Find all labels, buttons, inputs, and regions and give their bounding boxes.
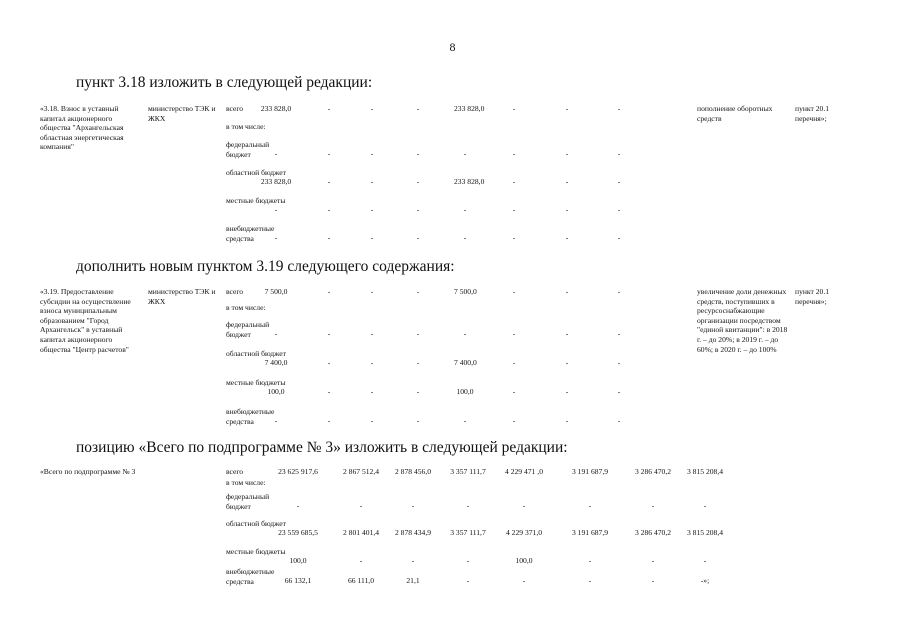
funding-value: - — [416, 149, 420, 158]
funding-value: 4 229 371,0 — [505, 528, 543, 537]
funding-source-label: местные бюджеты — [226, 196, 286, 205]
executor: министерство ТЭК и ЖКХ — [148, 287, 216, 306]
funding-value: 7 400,0 — [454, 358, 477, 367]
funding-value: - — [565, 329, 569, 338]
funding-value: - — [651, 576, 655, 585]
funding-value: - — [588, 556, 592, 565]
funding-value: - — [416, 416, 420, 425]
funding-value: - — [370, 205, 374, 214]
funding-value: - — [617, 149, 621, 158]
funding-value: - — [617, 287, 621, 296]
funding-value: - — [359, 556, 363, 565]
funding-source-label: всего — [226, 287, 244, 296]
funding-value: - — [416, 287, 420, 296]
funding-value: 66 132,1 — [284, 576, 312, 585]
funding-value: 233 828,0 — [454, 104, 485, 113]
funding-value: - — [565, 177, 569, 186]
funding-value: 3 191 687,9 — [571, 467, 609, 476]
executor: министерство ТЭК и ЖКХ — [148, 104, 216, 123]
funding-source-label: областной бюджет — [226, 519, 286, 528]
funding-source-label: внебюджетные средства — [226, 567, 275, 586]
funding-value: - — [463, 205, 467, 214]
funding-value: - — [463, 329, 467, 338]
funding-value: - — [416, 387, 420, 396]
expected-result: пополнение оборотных средств — [697, 104, 773, 123]
funding-value: - — [370, 287, 374, 296]
funding-value: - — [370, 177, 374, 186]
funding-source-label: федеральный бюджет — [226, 320, 270, 339]
funding-value: - — [274, 329, 278, 338]
funding-value: 233 828,0 — [260, 177, 292, 186]
funding-value: - — [370, 387, 374, 396]
funding-value: - — [512, 177, 516, 186]
funding-value: - — [416, 205, 420, 214]
funding-value: - — [651, 556, 655, 565]
funding-value: - — [327, 329, 331, 338]
page-number: 8 — [449, 40, 456, 54]
funding-value: 100,0 — [456, 387, 474, 396]
funding-value: - — [274, 149, 278, 158]
funding-value: 2 867 512,4 — [342, 467, 380, 476]
funding-value: - — [327, 149, 331, 158]
item-name: «3.19. Предоставление субсидии на осуществление взноса муниципальным образованием "Город Архангельск" в уставный капитал акционерного общества "Центр расчетов" — [40, 287, 131, 354]
funding-value: - — [512, 205, 516, 214]
funding-value: - — [296, 501, 300, 510]
section-heading: пункт 3.18 изложить в следующей редакции: — [76, 74, 373, 91]
funding-value: - — [370, 416, 374, 425]
funding-value: 2 878 456,0 — [394, 467, 432, 476]
funding-value: - — [463, 233, 467, 242]
expected-result: увеличение доли денежных средств, поступивших в ресурсоснабжающие организации посредством "единой квитанции": в 2018 г. – до 20%; в 2019 г. – до 60%; в 2020 г. – до 100% — [697, 287, 788, 354]
funding-value: 233 828,0 — [260, 104, 292, 113]
funding-source-label: местные бюджеты — [226, 378, 286, 387]
funding-value: 7 500,0 — [264, 287, 288, 296]
funding-source-label: федеральный бюджет — [226, 492, 270, 511]
funding-value: - — [327, 177, 331, 186]
funding-value: - — [370, 358, 374, 367]
funding-value: 233 828,0 — [454, 177, 485, 186]
funding-value: - — [370, 149, 374, 158]
funding-value: - — [565, 149, 569, 158]
funding-source-label: внебюджетные средства — [226, 224, 275, 243]
funding-value: 2 801 401,4 — [342, 528, 380, 537]
funding-source-label: всего — [226, 104, 244, 113]
section-heading: позицию «Всего по подпрограмме № 3» изложить в следующей редакции: — [76, 439, 568, 456]
funding-value: - — [416, 104, 420, 113]
funding-value: - — [522, 576, 526, 585]
funding-value: - — [466, 501, 470, 510]
funding-value: 3 191 687,9 — [571, 528, 609, 537]
item-name: «Всего по подпрограмме № 3 — [40, 467, 136, 476]
funding-value: 4 229 471 ,0 — [505, 467, 543, 476]
funding-value: 23 559 685,5 — [278, 528, 318, 537]
funding-source-label: всего — [226, 467, 244, 476]
funding-value: - — [512, 358, 516, 367]
funding-value: - — [327, 104, 331, 113]
funding-value: - — [327, 358, 331, 367]
funding-value: - — [588, 501, 592, 510]
funding-value: - — [512, 416, 516, 425]
funding-value: 66 111,0 — [347, 576, 374, 585]
funding-value: - — [512, 233, 516, 242]
item-name: «3.18. Взнос в уставный капитал акционерного общества "Архангельская областная энергетическая компания" — [40, 104, 124, 152]
funding-value: - — [565, 387, 569, 396]
funding-source-label: местные бюджеты — [226, 547, 286, 556]
funding-value: 3 357 111,7 — [450, 467, 486, 476]
funding-value: - — [565, 287, 569, 296]
funding-value: - — [327, 205, 331, 214]
funding-value: - — [327, 233, 331, 242]
funding-value: - — [565, 416, 569, 425]
funding-value: 7 400,0 — [264, 358, 288, 367]
funding-value: - — [274, 416, 278, 425]
funding-value: 3 357 111,7 — [450, 528, 486, 537]
funding-value: - — [565, 205, 569, 214]
funding-value: - — [327, 387, 331, 396]
funding-value: - — [565, 104, 569, 113]
funding-value: - — [588, 576, 592, 585]
funding-value: - — [416, 177, 420, 186]
reference: пункт 20.1 перечня»; — [795, 287, 830, 306]
funding-value: - — [370, 104, 374, 113]
funding-value: - — [565, 358, 569, 367]
funding-value: 7 500,0 — [454, 287, 477, 296]
funding-value: - — [512, 387, 516, 396]
funding-value: 3 815 208,4 — [686, 528, 724, 537]
funding-value: - — [411, 501, 415, 510]
funding-value: - — [617, 104, 621, 113]
funding-value: - — [416, 329, 420, 338]
funding-source-label: в том числе: — [226, 478, 266, 487]
funding-value: - — [411, 556, 415, 565]
funding-value: - — [463, 149, 467, 158]
funding-source-label: внебюджетные средства — [226, 407, 275, 426]
funding-source-label: областной бюджет — [226, 349, 286, 358]
funding-value: 23 625 917,6 — [278, 467, 318, 476]
funding-value: 3 286 470,2 — [634, 467, 672, 476]
reference: пункт 20.1 перечня»; — [795, 104, 830, 123]
funding-value: - — [617, 358, 621, 367]
funding-value: 21,1 — [406, 576, 420, 585]
funding-value: - — [512, 287, 516, 296]
funding-value: - — [274, 233, 278, 242]
funding-value: - — [617, 329, 621, 338]
funding-value: 100,0 — [289, 556, 307, 565]
section-heading: дополнить новым пунктом 3.19 следующего содержания: — [76, 258, 455, 275]
funding-source-label: областной бюджет — [226, 168, 286, 177]
funding-value: - — [617, 416, 621, 425]
funding-value: - — [703, 556, 707, 565]
funding-value: 2 878 434,9 — [394, 528, 432, 537]
funding-value: - — [512, 329, 516, 338]
funding-value: - — [617, 233, 621, 242]
funding-source-label: в том числе: — [226, 122, 266, 131]
funding-value: - — [466, 576, 470, 585]
funding-source-label: в том числе: — [226, 303, 266, 312]
funding-value: - — [359, 501, 363, 510]
funding-value: - — [370, 329, 374, 338]
funding-value: - — [370, 233, 374, 242]
funding-value: - — [416, 233, 420, 242]
funding-value: - — [274, 205, 278, 214]
funding-value: - — [565, 233, 569, 242]
funding-value: - — [327, 287, 331, 296]
funding-source-label: федеральный бюджет — [226, 140, 270, 159]
funding-value: - — [617, 205, 621, 214]
funding-value: - — [327, 416, 331, 425]
funding-value: 3 815 208,4 — [686, 467, 724, 476]
funding-value: - — [416, 358, 420, 367]
funding-value: - — [617, 177, 621, 186]
funding-value: - — [703, 501, 707, 510]
funding-value: 3 286 470,2 — [634, 528, 672, 537]
funding-value: 100,0 — [515, 556, 533, 565]
funding-value: - — [512, 104, 516, 113]
funding-value: - — [651, 501, 655, 510]
funding-value: -»; — [700, 576, 710, 585]
funding-value: - — [617, 387, 621, 396]
funding-value: - — [466, 556, 470, 565]
funding-value: - — [463, 416, 467, 425]
funding-value: - — [522, 501, 526, 510]
funding-value: - — [512, 149, 516, 158]
funding-value: 100,0 — [267, 387, 285, 396]
